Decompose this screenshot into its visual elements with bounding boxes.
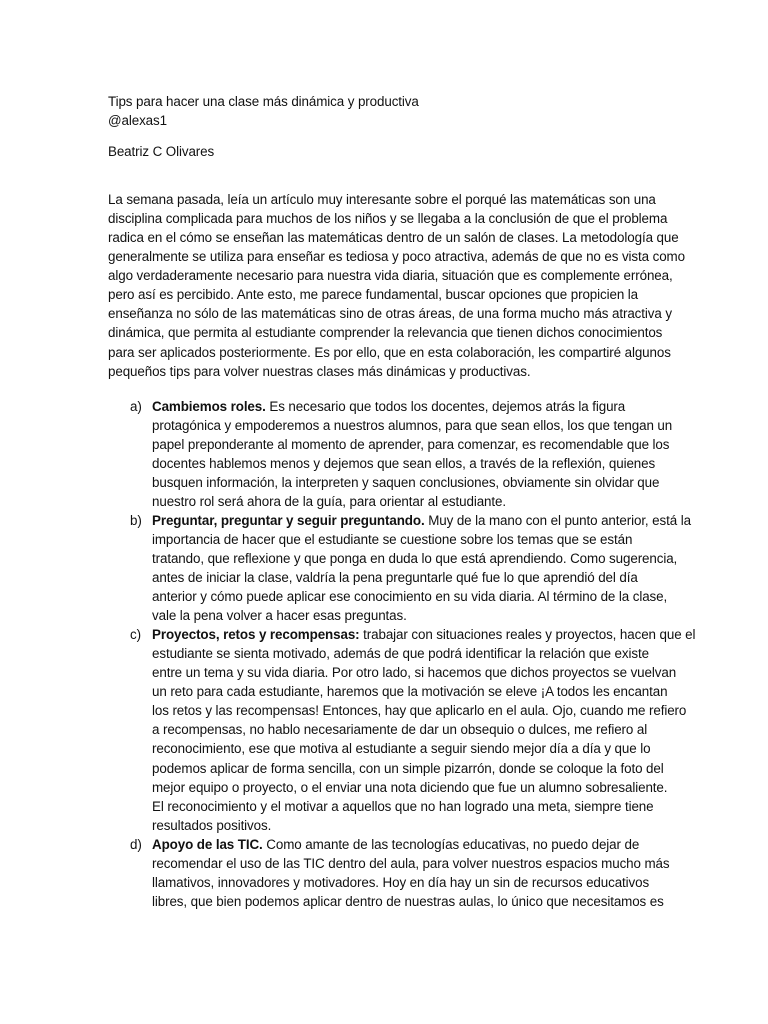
list-item-first-line: [152, 511, 691, 530]
list-item-line: llamativos, innovadores y motivadores. Hoy en día hay un sin de recursos educativos: [152, 874, 650, 890]
list-item-line: importancia de hacer que el estudiante se cuestione sobre los temas que se están: [152, 531, 633, 547]
list-item-line: los retos y las recompensas! Entonces, hay que aplicarlo en el aula. Ojo, cuando me refiero: [152, 703, 687, 719]
list-marker: b): [130, 512, 142, 528]
list-item-text: Muy de la mano con el punto anterior, está la: [424, 512, 691, 528]
tips-list: [108, 397, 696, 911]
list-item: [108, 625, 696, 835]
list-item-line: a recompensas, no hablo necesariamente de dar un obsequio o dulces, me refiero al: [152, 722, 648, 738]
list-marker: d): [130, 836, 142, 852]
list-item-line: resultados positivos.: [152, 817, 272, 833]
list-marker: c): [130, 627, 141, 643]
intro-line: generalmente se utiliza para enseñar es tediosa y poco atractiva, además de que no es vista como: [108, 249, 685, 265]
document-title: Tips para hacer una clase más dinámica y productiva: [108, 94, 419, 109]
list-marker: a): [130, 398, 142, 414]
list-item-line: podemos aplicar de forma sencilla, con un simple pizarrón, donde se coloque la foto del: [152, 760, 664, 776]
intro-line: pequeños tips para volver nuestras clases más dinámicas y productivas.: [108, 363, 531, 379]
author-name: Beatriz C Olivares: [108, 144, 215, 160]
intro-line: pero así es percibido. Ante esto, me parece fundamental, buscar opciones que propicien la: [108, 287, 639, 303]
list-item-line: papel preponderante al momento de aprender, para comenzar, es recomendable que los: [152, 436, 670, 452]
intro-line: La semana pasada, leía un artículo muy interesante sobre el porqué las matemáticas son una: [108, 192, 656, 208]
list-item-line: mejor equipo o proyecto, o el enviar una nota diciendo que fue un alumno sobresaliente.: [152, 779, 668, 795]
list-item: [108, 397, 673, 511]
list-item-line: recomendar el uso de las TIC dentro del aula, para volver nuestros espacios mucho más: [152, 855, 670, 871]
list-item-line: nuestro rol será ahora de la guía, para orientar al estudiante.: [152, 493, 506, 509]
list-item-first-line: [152, 397, 668, 416]
list-item: [108, 835, 668, 911]
list-item-first-line: [152, 835, 668, 854]
list-item-line: antes de iniciar la clase, valdría la pena preguntarle qué fue lo que aprendió del día: [152, 570, 638, 586]
list-item-line: un reto para cada estudiante, haremos que la motivación se eleve ¡A todos les encantan: [152, 684, 668, 700]
list-item-lead: Proyectos, retos y recompensas:: [152, 627, 360, 643]
intro-line: enseñanza no sólo de las matemáticas sino de otras áreas, de una forma mucho más atractiva y: [108, 306, 672, 322]
list-item-line: vale la pena volver a hacer esas preguntas.: [152, 608, 407, 624]
intro-line: dinámica, que permita al estudiante comprender la relevancia que tienen dichos conocimientos: [108, 325, 663, 341]
intro-line: disciplina complicada para muchos de los niños y se llegaba a la conclusión de que el problema: [108, 211, 668, 227]
intro-line: algo verdaderamente necesario para nuestra vida diaria, situación que es complemente errónea,: [108, 268, 673, 284]
list-item-line: busquen información, la interpreten y saquen conclusiones, obviamente sin olvidar que: [152, 474, 660, 490]
intro-line: radica en el cómo se enseñan las matemáticas dentro de un salón de clases. La metodología que: [108, 230, 679, 246]
intro-line: para ser aplicados posteriormente. Es por ello, que en esta colaboración, les compartiré algunos: [108, 344, 671, 360]
list-item-line: libres, que bien podemos aplicar dentro de nuestras aulas, lo único que necesitamos es: [152, 893, 664, 909]
list-item-lead: Preguntar, preguntar y seguir preguntando.: [152, 512, 425, 528]
list-item-lead: Apoyo de las TIC.: [152, 836, 263, 852]
list-item-lead: Cambiemos roles.: [152, 398, 266, 414]
list-item-first-line: [152, 625, 696, 644]
list-item-text: Es necesario que todos los docentes, dejemos atrás la figura: [265, 398, 626, 414]
list-item-line: protagónica y empoderemos a nuestros alumnos, para que sean ellos, los que tengan un: [152, 417, 673, 433]
list-item-line: reconocimiento, ese que motiva al estudiante a seguir siendo mejor día a día y que lo: [152, 741, 651, 757]
list-item-line: docentes hablemos menos y dejemos que sean ellos, a través de la reflexión, quienes: [152, 455, 656, 471]
list-item-text: Como amante de las tecnologías educativas, no puedo dejar de: [262, 836, 640, 852]
list-item: [108, 511, 691, 625]
list-item-line: El reconocimiento y el motivar a aquellos que no han logrado una meta, siempre tiene: [152, 798, 654, 814]
list-item-text: trabajar con situaciones reales y proyectos, hacen que el: [359, 627, 696, 643]
list-item-line: tratando, que reflexione y que ponga en duda lo que está aprendiendo. Como sugerencia,: [152, 550, 678, 566]
document-page: [108, 92, 696, 911]
list-item-line: entre un tema y su vida diaria. Por otro lado, si hacemos que dichos proyectos se vuelvan: [152, 665, 677, 681]
list-item-line: anterior y cómo puede aplicar ese conocimiento en su vida diaria. Al término de la clase,: [152, 589, 668, 605]
intro-paragraph: [108, 190, 685, 380]
author-handle: @alexas1: [108, 113, 167, 129]
list-item-line: estudiante se sienta motivado, además de que podrá identificar la relación que existe: [152, 646, 649, 662]
